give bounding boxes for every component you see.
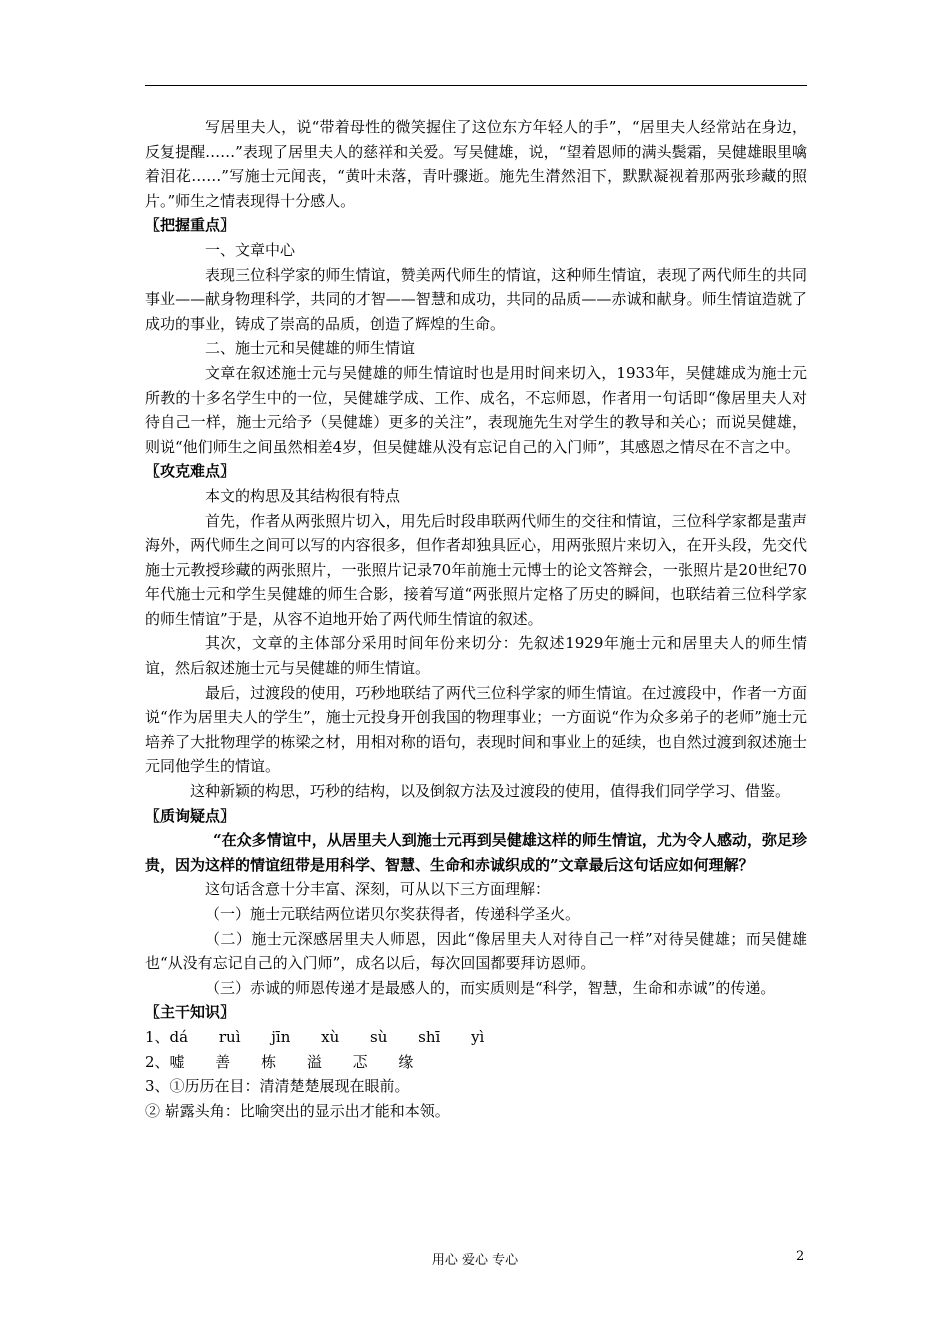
paragraph-first: 首先，作者从两张照片切入，用先后时段串联两代师生的交往和情谊，三位科学家都是蜚声海外，两代师生之间可以写的内容很多，但作者却独具匠心，用两张照片来切入，在开头段，先交代施士元教授珍藏的两张照片，一张照片记录70年前施士元博士的论文答辩会，一张照片是20世纪70年代施士元和学生吴健雄的师生合影，接着写道“两张照片定格了历史的瞬间，也联结着三位科学家的师生情谊”于是，从容不迫地开始了两代师生情谊的叙述。: [145, 511, 807, 628]
section-heading-difficult-points: 〖攻克难点〗: [145, 462, 236, 481]
paragraph-second: 其次，文章的主体部分采用时间年份来切分：先叙述1929年施士元和居里夫人的师生情谊，然后叙述施士元与吴健雄的师生情谊。: [145, 634, 807, 678]
answer-item-1: （一）施士元联结两位诺贝尔奖获得者，传递科学圣火。: [205, 905, 581, 923]
subheading-article-center: 一、文章中心: [205, 240, 296, 259]
page-number: 2: [796, 1249, 805, 1264]
paragraph-curie-wu: 写居里夫人，说“带着母性的微笑握住了这位东方年轻人的手”，“居里夫人经常站在身边，反复提醒……”表现了居里夫人的慈祥和关爱。写吴健雄，说，“望着恩师的满头鬓霜，吴健雄眼里噙着泪花……”写施士元闻丧，“黄叶未落，青叶骤逝。施先生潸然泪下，默默凝视着那两张珍藏的照片。”师生之情表现得十分感人。: [145, 118, 807, 210]
paragraph-shi-wu-friendship: 文章在叙述施士元与吴健雄的师生情谊时也是用时间来切入，1933年，吴健雄成为施士元所教的十多名学生中的一位，吴健雄学成、工作、成名，不忘师恩，作者用一句话即“像居里夫人对待自己一样，施士元给予（吴健雄）更多的关注”，表现施先生对学生的教导和关心；而说吴健雄，则说“他们师生之间虽然相差4岁，但吴健雄从没有忘记自己的入门师”，其感恩之情尽在不言之中。: [145, 363, 807, 456]
paragraph-article-center: 表现三位科学家的师生情谊，赞美两代师生的情谊，这种师生情谊，表现了两代师生的共同事业——献身物理科学，共同的才智——智慧和成功，共同的品质——赤诚和献身。师生情谊造就了成功的事业，铸成了崇高的品质，创造了辉煌的生命。: [145, 265, 807, 333]
paragraph-summary: 这种新颖的构思，巧秒的结构，以及倒叙方法及过渡段的使用，值得我们同学学习、借鉴。: [190, 782, 791, 801]
document-body: [145, 115, 807, 1123]
section-heading-core-knowledge: 〖主干知识〗: [145, 1003, 236, 1022]
knowledge-item-characters: 2、嘘 善 栋 溢 忑 缘: [145, 1052, 414, 1071]
knowledge-item-idiom-2: ② 崭露头角：比喻突出的显示出才能和本领。: [145, 1101, 450, 1120]
section-heading-questions: 〖质询疑点〗: [145, 806, 236, 825]
subheading-shi-wu-friendship: 二、施士元和吴健雄的师生情谊: [205, 339, 416, 358]
knowledge-item-pinyin: 1、dá ruì jīn xù sù shī yì: [145, 1027, 485, 1046]
knowledge-item-idiom-1: 3、①历历在目：清清楚楚展现在眼前。: [145, 1077, 410, 1096]
paragraph-answer-intro: 这句话含意十分丰富、深刻，可从以下三方面理解：: [205, 880, 551, 899]
section-heading-key-points: 〖把握重点〗: [145, 216, 236, 235]
answer-item-2: （二）施士元深感居里夫人师恩，因此“像居里夫人对待自己一样”对待吴健雄；而吴健雄也“从没有忘记自己的入门师”，成名以后，每次回国都要拜访恩师。: [145, 929, 807, 973]
header-rule: [145, 85, 807, 86]
paragraph-structure-intro: 本文的构思及其结构很有特点: [205, 486, 401, 505]
answer-item-3: （三）赤诚的师恩传递才是最感人的，而实质则是“科学，智慧，生命和赤诚”的传递。: [205, 978, 776, 997]
footer-motto: 用心 爱心 专心: [431, 1253, 519, 1268]
paragraph-last: 最后，过渡段的使用，巧秒地联结了两代三位科学家的师生情谊。在过渡段中，作者一方面说“作为居里夫人的学生”，施士元投身开创我国的物理事业；一方面说“作为众多弟子的老师”施士元培养了大批物理学的栋梁之材，用相对称的语句，表现时间和事业上的延续，也自然过渡到叙述施士元同他学生的情谊。: [145, 683, 807, 776]
question-quote: “在众多情谊中，从居里夫人到施士元再到吴健雄这样的师生情谊，尤为令人感动，弥足珍贵，因为这样的情谊纽带是用科学、智慧、生命和赤诚织成的”文章最后这句话应如何理解？: [145, 831, 807, 874]
